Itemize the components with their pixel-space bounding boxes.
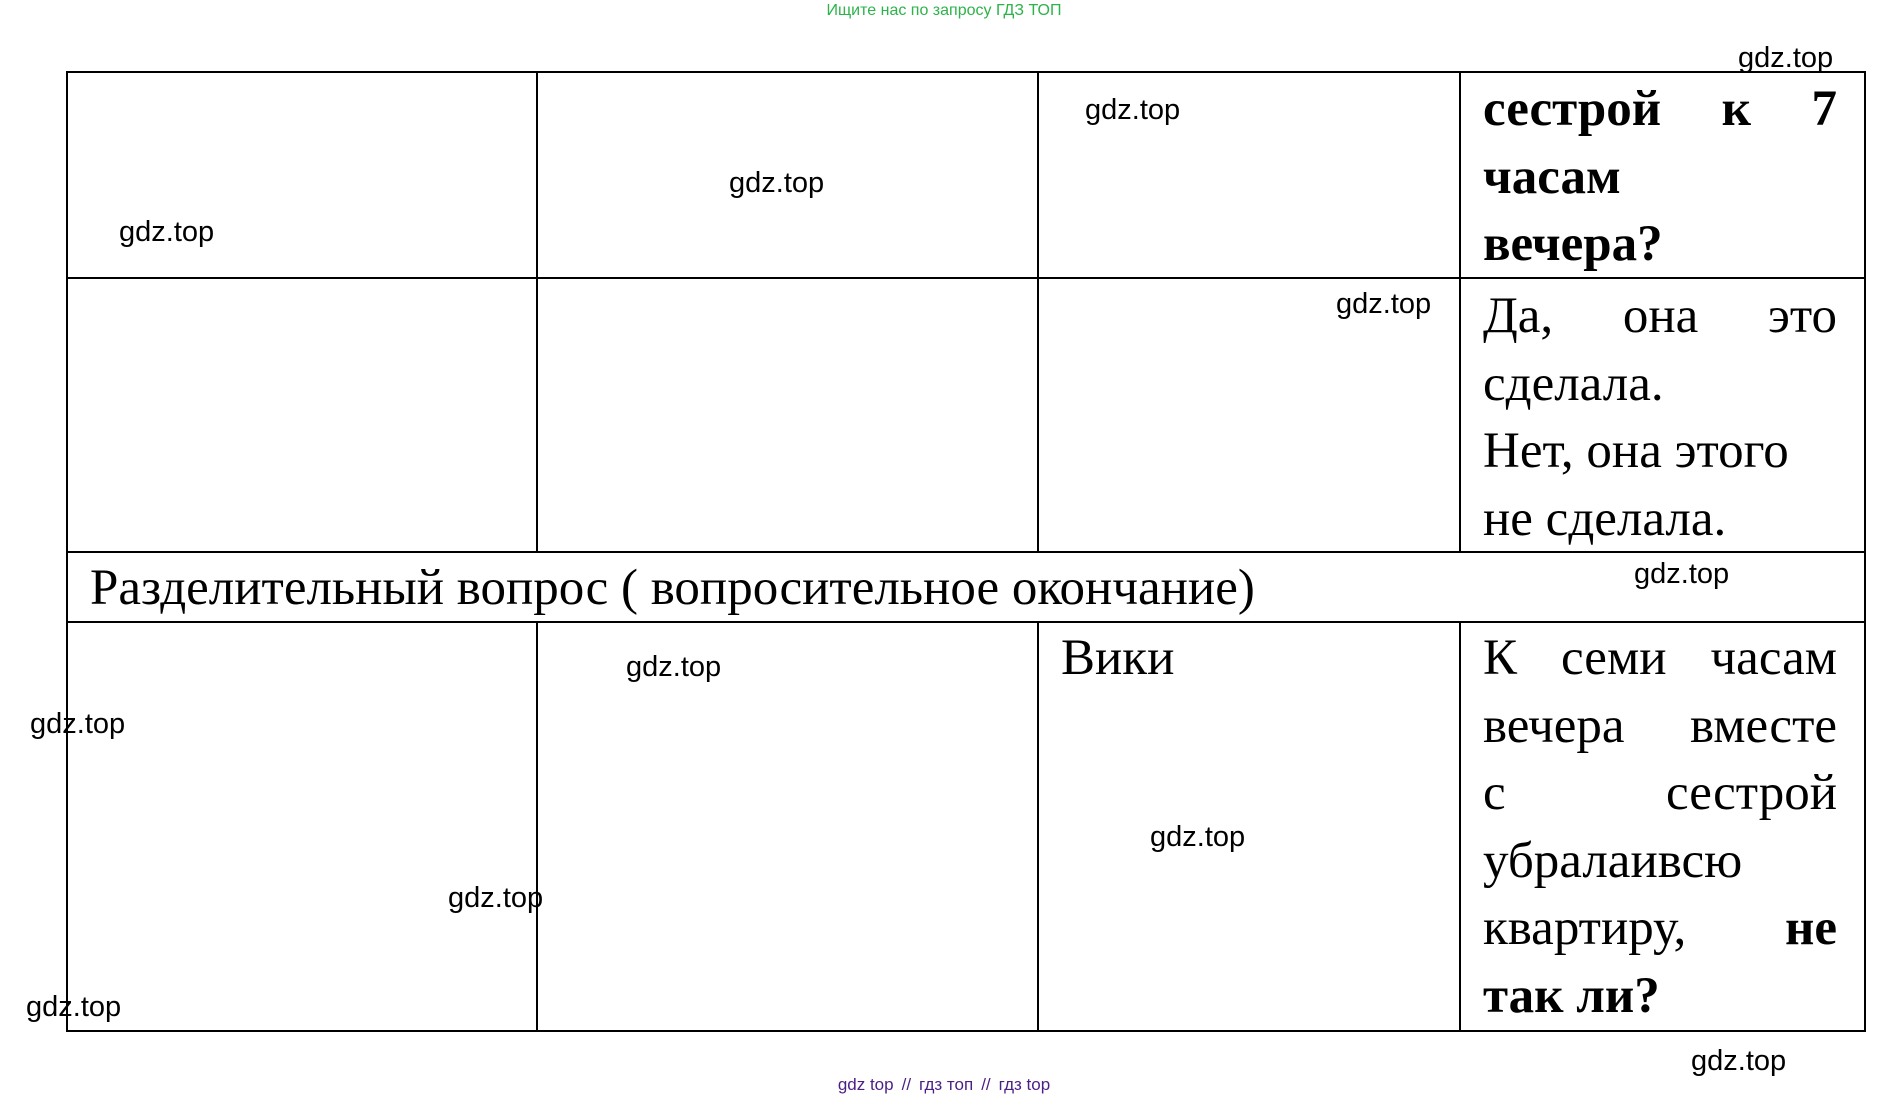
footer-link-3[interactable]: гдз top xyxy=(998,1075,1051,1094)
watermark: gdz.top xyxy=(1150,821,1246,853)
tag-question-line-3 xyxy=(1483,760,1837,828)
table-border-top xyxy=(66,71,1866,73)
tag-question-cell-text xyxy=(1483,625,1837,1030)
tag-question-word-2: семи xyxy=(1561,630,1667,686)
watermark: gdz.top xyxy=(1738,42,1834,74)
question-word-3: 7 xyxy=(1811,81,1837,137)
tag-question-word-1: К xyxy=(1483,630,1518,686)
footer xyxy=(0,1075,1888,1095)
question-line-1 xyxy=(1483,76,1837,144)
table-col-divider-3-bottom xyxy=(1459,621,1461,1032)
short-answers-cell-text xyxy=(1483,283,1837,553)
watermark: gdz.top xyxy=(119,216,215,248)
watermark: gdz.top xyxy=(30,708,126,740)
footer-link-1[interactable]: gdz top xyxy=(837,1075,894,1094)
table-border-right xyxy=(1864,71,1866,1032)
footer-separator: // xyxy=(901,1075,912,1094)
watermark: gdz.top xyxy=(26,991,122,1023)
watermark: gdz.top xyxy=(1691,1045,1787,1077)
answer-yes-line-1 xyxy=(1483,283,1837,351)
watermark: gdz.top xyxy=(626,651,722,683)
section-header: Разделительный вопрос ( вопросительное окончание) xyxy=(90,560,1255,616)
tag-question-word-4: вечера xyxy=(1483,697,1625,754)
top-banner: Ищите нас по запросу ГДЗ ТОП xyxy=(826,2,1062,19)
table-col-divider-1-top xyxy=(536,71,538,553)
footer-link-2[interactable]: гдз топ xyxy=(919,1075,974,1094)
answer-yes-word-3: это xyxy=(1768,288,1837,344)
watermark: gdz.top xyxy=(1336,288,1432,320)
watermark: gdz.top xyxy=(729,167,825,199)
tag-question-line-1 xyxy=(1483,625,1837,693)
tag-question-line-6: так ли? xyxy=(1483,967,1660,1024)
table-col-divider-2-bottom xyxy=(1037,621,1039,1032)
tag-question-word-6: с xyxy=(1483,765,1506,821)
tag-question-line-2 xyxy=(1483,693,1837,761)
watermark: gdz.top xyxy=(1085,94,1181,126)
tag-question-word-9: не xyxy=(1784,900,1837,956)
tag-question-word-8: квартиру, xyxy=(1483,900,1687,956)
footer-separator: // xyxy=(981,1075,991,1094)
question-word-2: к xyxy=(1721,81,1751,137)
table-border-bottom xyxy=(66,1030,1866,1032)
answer-yes-line-2: сделала. xyxy=(1483,355,1664,412)
question-line-3: вечера? xyxy=(1483,216,1663,272)
question-word-1: сестрой xyxy=(1483,81,1662,137)
watermark: gdz.top xyxy=(448,882,544,914)
table-border-left xyxy=(66,71,68,1032)
table-col-divider-2-top xyxy=(1037,71,1039,553)
question-line-2: часам xyxy=(1483,148,1621,205)
answer-yes-word-2: она xyxy=(1622,288,1699,344)
table-col-divider-3-top xyxy=(1459,71,1461,553)
table-col-divider-1-bottom xyxy=(536,621,538,1032)
answer-yes-word-1: Да, xyxy=(1483,288,1554,344)
tag-question-line-4: убралаивсю xyxy=(1483,832,1743,889)
answer-no-line-1: Нет, она этого xyxy=(1483,423,1789,479)
answer-no-line-2: не сделала. xyxy=(1483,490,1727,547)
subject-cell-text: Вики xyxy=(1061,630,1175,686)
watermark: gdz.top xyxy=(1634,558,1730,590)
tag-question-line-5 xyxy=(1483,895,1837,963)
question-cell-text xyxy=(1483,76,1837,279)
tag-question-word-3: часам xyxy=(1710,630,1837,686)
tag-question-word-7: сестрой xyxy=(1665,765,1837,821)
tag-question-word-5: вместе xyxy=(1690,697,1837,754)
